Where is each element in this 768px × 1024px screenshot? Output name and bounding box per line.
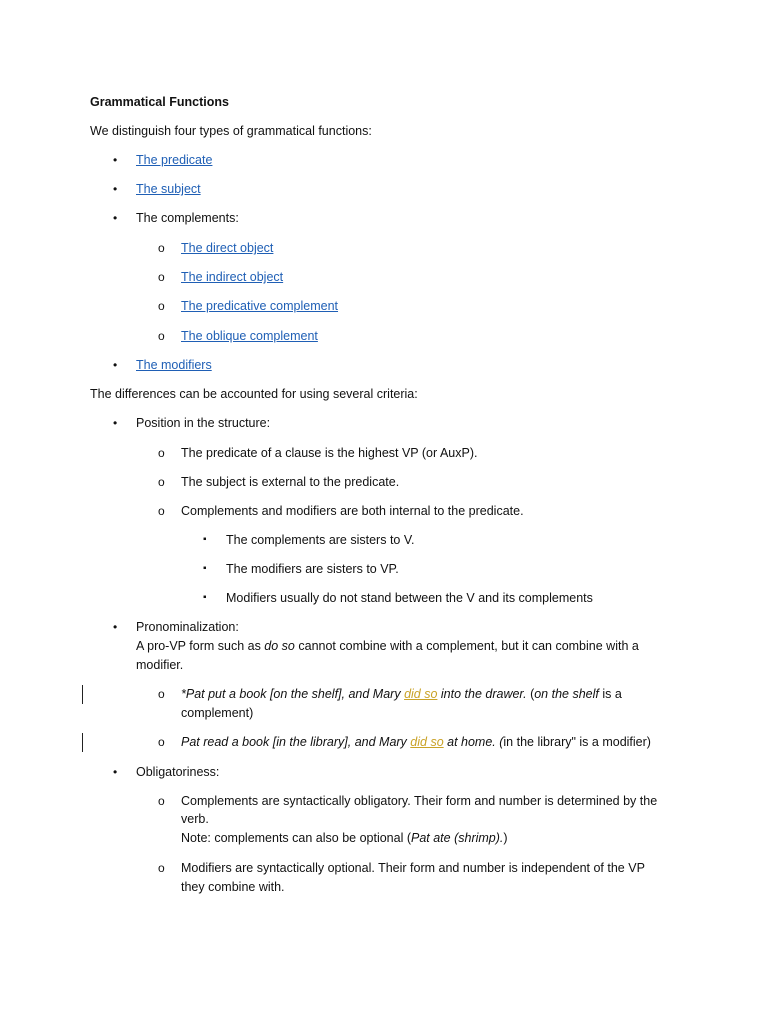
position-heading: Position in the structure: <box>136 416 271 430</box>
link-subject[interactable]: The subject <box>136 182 201 196</box>
sub-bullet-marker: o <box>158 446 165 460</box>
sub-bullet-marker: o <box>158 299 165 313</box>
complements-label: The complements: <box>136 211 239 225</box>
link-predicate[interactable]: The predicate <box>136 153 213 167</box>
highlight-did-so[interactable]: did so <box>404 687 438 701</box>
link-indirect-object[interactable]: The indirect object <box>181 270 284 284</box>
revision-bar <box>82 685 83 704</box>
bullet-marker: • <box>113 153 118 167</box>
intro-text: We distinguish four types of grammatical functions: <box>90 124 372 138</box>
obligatoriness-item: Modifiers are syntactically optional. Their form and number is independent of the VP <box>181 861 645 875</box>
obligatoriness-heading: Obligatoriness: <box>136 765 220 779</box>
bullet-marker: • <box>113 765 118 779</box>
sub-bullet-marker: o <box>158 270 165 284</box>
link-predicative-complement[interactable]: The predicative complement <box>181 299 339 313</box>
example-sentence-cont: complement) <box>181 706 254 720</box>
bullet-marker: • <box>113 620 118 634</box>
square-bullet-marker: ▪ <box>203 534 207 545</box>
pronominalization-text: A pro-VP form such as do so cannot combine with a complement, but it can combine with a <box>136 639 639 653</box>
link-oblique-complement[interactable]: The oblique complement <box>181 329 318 343</box>
sub-bullet-marker: o <box>158 794 165 808</box>
link-modifiers[interactable]: The modifiers <box>136 358 212 372</box>
pronominalization-heading: Pronominalization: <box>136 620 239 634</box>
obligatoriness-item: Complements are syntactically obligatory. Their form and number is determined by the <box>181 794 658 808</box>
pronominalization-text-cont: modifier. <box>136 658 184 672</box>
position-item: The subject is external to the predicate. <box>181 475 400 489</box>
bullet-marker: • <box>113 211 118 225</box>
sub-bullet-marker: o <box>158 735 165 749</box>
sub-bullet-marker: o <box>158 241 165 255</box>
page-title: Grammatical Functions <box>90 95 229 109</box>
square-bullet-marker: ▪ <box>203 592 207 603</box>
link-direct-object[interactable]: The direct object <box>181 241 274 255</box>
position-item: Complements and modifiers are both internal to the predicate. <box>181 504 524 518</box>
sub-bullet-marker: o <box>158 504 165 518</box>
example-sentence: Pat read a book [in the library], and Mary did so at home. (in the library" is a modifier) <box>181 735 651 749</box>
bullet-marker: • <box>113 416 118 430</box>
criteria-intro: The differences can be accounted for using several criteria: <box>90 387 418 401</box>
sub-bullet-marker: o <box>158 861 165 875</box>
obligatoriness-note: Note: complements can also be optional (Pat ate (shrimp).) <box>181 831 508 845</box>
example-sentence: *Pat put a book [on the shelf], and Mary did so into the drawer. (on the shelf is a <box>181 687 622 701</box>
bullet-marker: • <box>113 182 118 196</box>
position-item: The predicate of a clause is the highest VP (or AuxP). <box>181 446 478 460</box>
highlight-did-so[interactable]: did so <box>410 735 444 749</box>
revision-bar <box>82 733 83 752</box>
sub-bullet-marker: o <box>158 329 165 343</box>
position-subitem: Modifiers usually do not stand between the V and its complements <box>226 591 593 605</box>
position-subitem: The complements are sisters to V. <box>226 533 415 547</box>
position-subitem: The modifiers are sisters to VP. <box>226 562 399 576</box>
obligatoriness-item-cont: verb. <box>181 812 209 826</box>
bullet-marker: • <box>113 358 118 372</box>
sub-bullet-marker: o <box>158 475 165 489</box>
square-bullet-marker: ▪ <box>203 563 207 574</box>
obligatoriness-item-cont: they combine with. <box>181 880 285 894</box>
sub-bullet-marker: o <box>158 687 165 701</box>
